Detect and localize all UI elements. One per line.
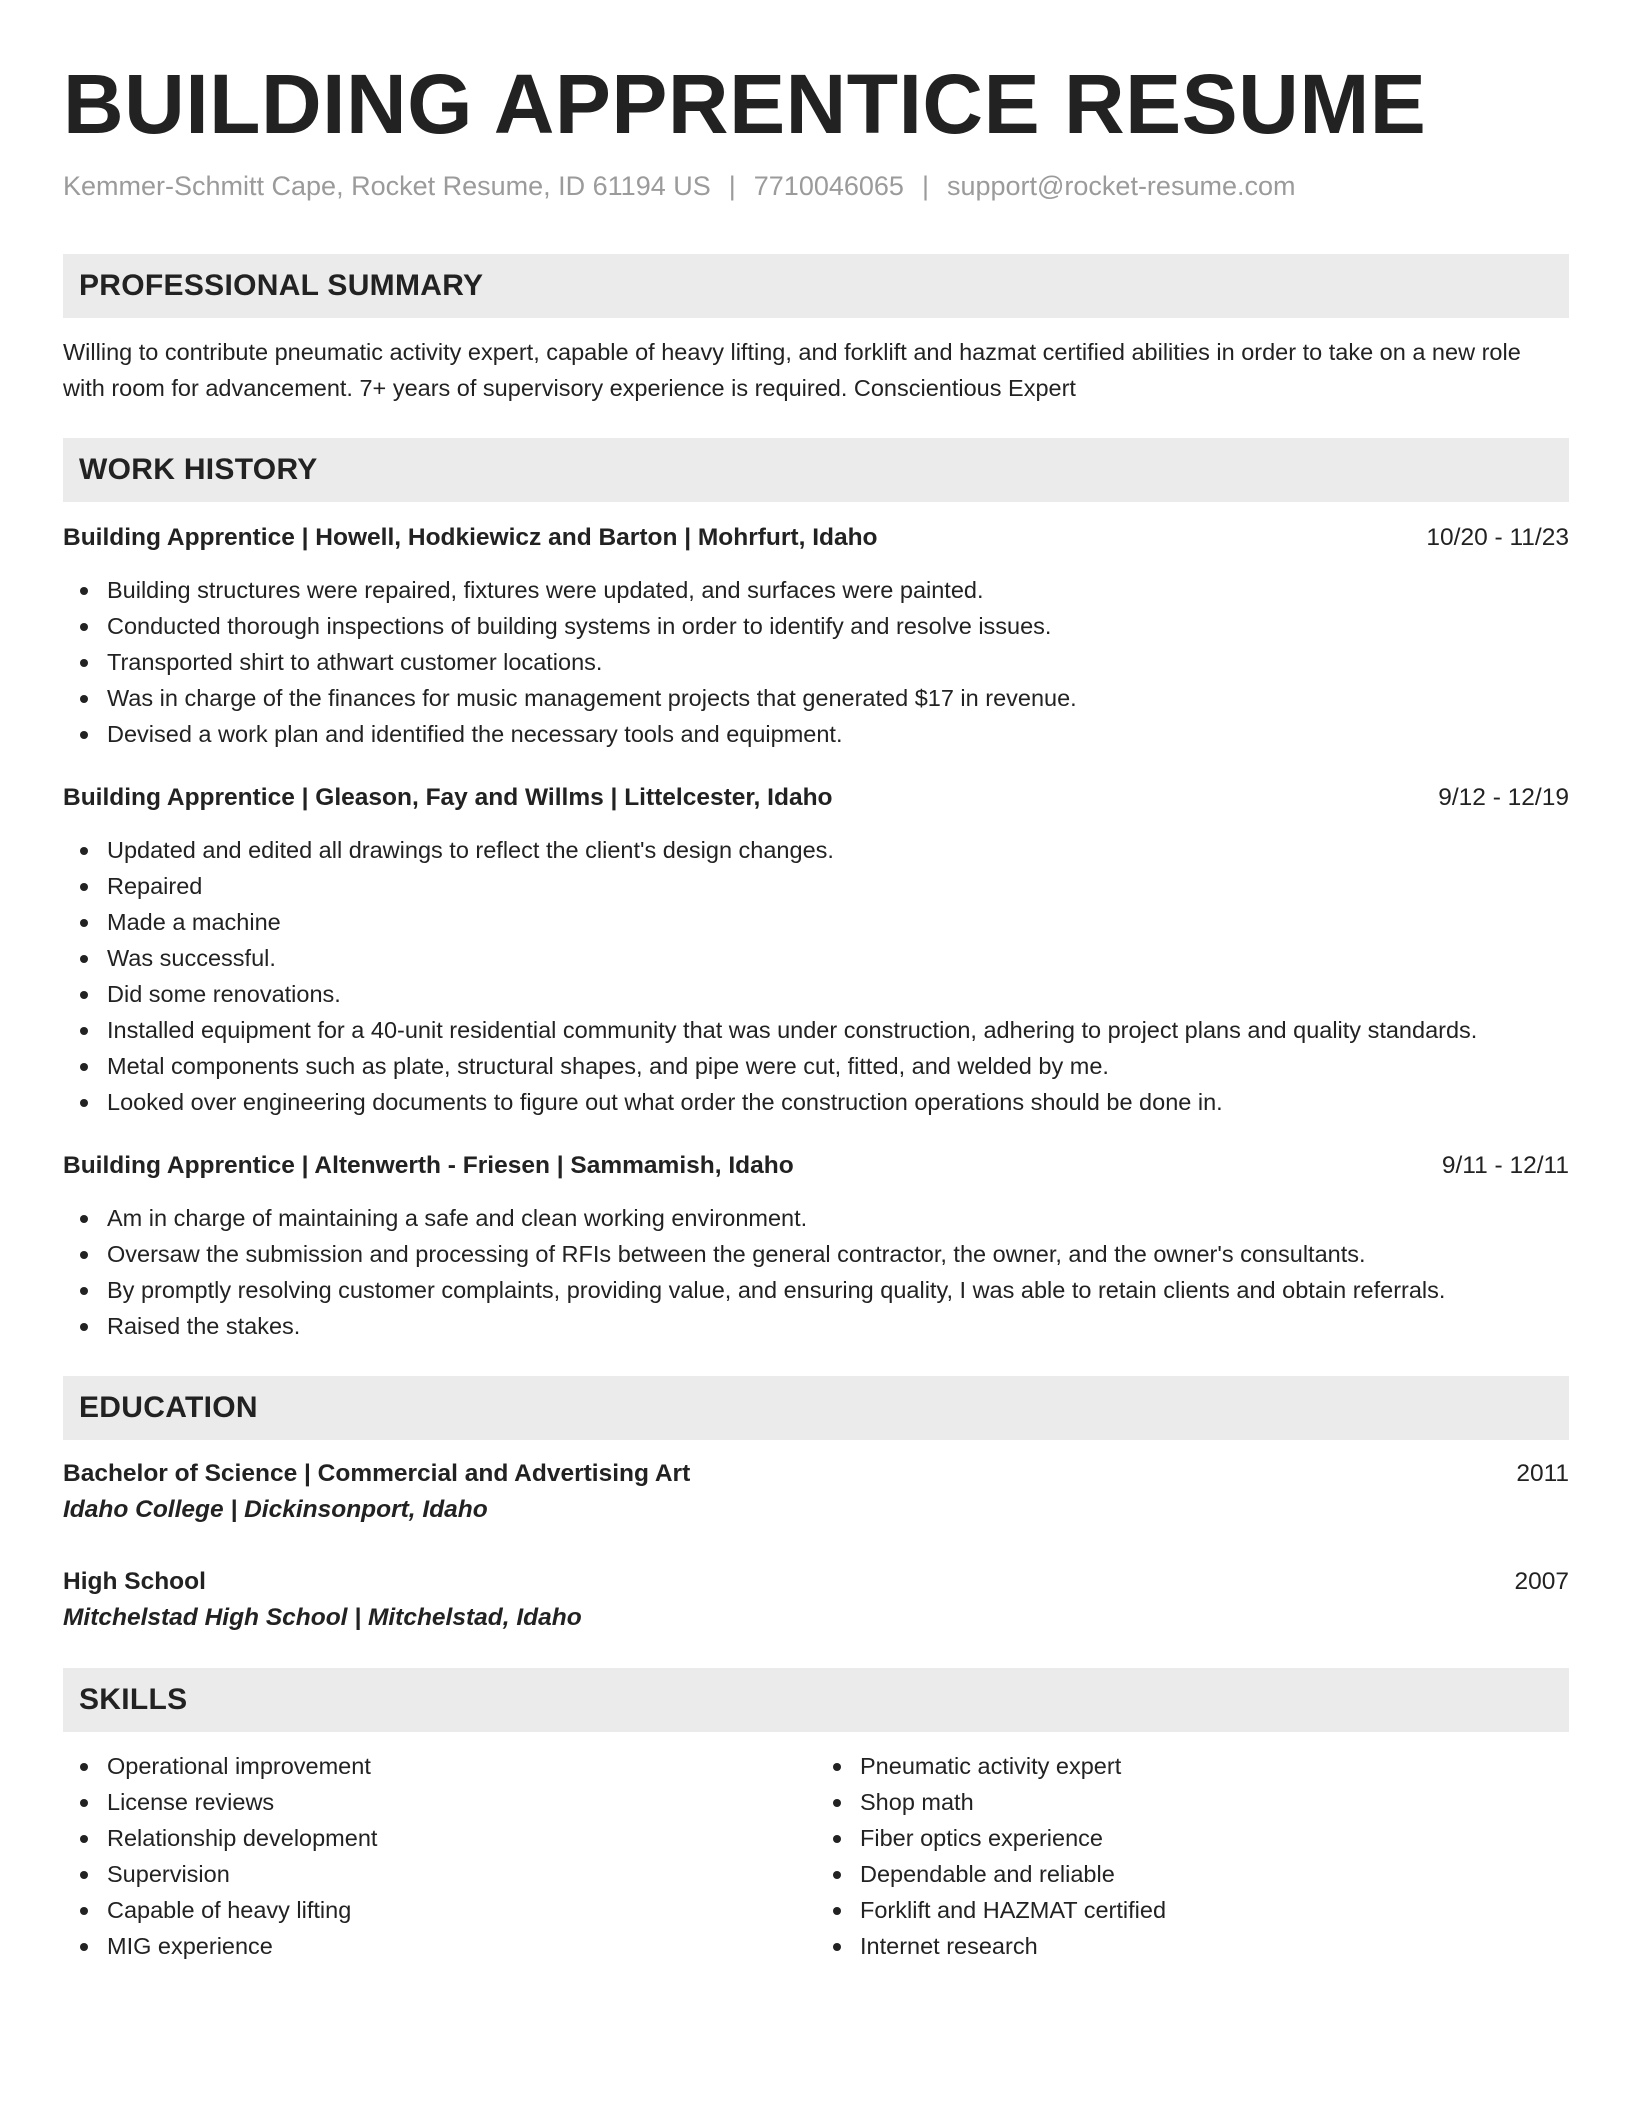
skill-item: Supervision [63,1856,816,1892]
job-title: Building Apprentice | Howell, Hodkiewicz and Barton | Mohrfurt, Idaho [63,524,878,551]
resume-title: BUILDING APPRENTICE RESUME [63,57,1427,151]
contact-address: Kemmer-Schmitt Cape, Rocket Resume, ID 61194 US [63,171,711,201]
job-bullet: Conducted thorough inspections of building systems in order to identify and resolve issues. [63,608,1569,644]
job-bullet-list [63,832,1569,1120]
job-title: Building Apprentice | Altenwerth - Friesen | Sammamish, Idaho [63,1152,794,1179]
job-bullet: Updated and edited all drawings to reflect the client's design changes. [63,832,1569,868]
education-year: 2007 [1514,1568,1569,1595]
contact-separator: | [728,171,736,201]
job-entry [63,780,1569,1120]
job-bullet: Was in charge of the finances for music management projects that generated $17 in revenue. [63,680,1569,716]
skills-column-left [63,1748,816,1964]
job-bullet: Am in charge of maintaining a safe and clean working environment. [63,1200,1569,1236]
skill-item: License reviews [63,1784,816,1820]
job-bullet: Building structures were repaired, fixtures were updated, and surfaces were painted. [63,572,1569,608]
job-bullet: Did some renovations. [63,976,1569,1012]
job-bullet: Devised a work plan and identified the necessary tools and equipment. [63,716,1569,752]
job-bullet: Was successful. [63,940,1569,976]
education-entry [63,1564,1569,1636]
job-bullet: Raised the stakes. [63,1308,1569,1344]
education-entry [63,1456,1569,1528]
education-header [63,1456,1569,1492]
education-degree: High School [63,1568,206,1595]
contact-line [63,168,1569,204]
job-title: Building Apprentice | Gleason, Fay and Willms | Littelcester, Idaho [63,784,833,811]
section-header-education: EDUCATION [63,1376,1569,1440]
job-bullet: Installed equipment for a 40-unit residential community that was under construction, adhering to project plans and quality standards. [63,1012,1569,1048]
section-header-skills: SKILLS [63,1668,1569,1732]
contact-separator: | [921,171,929,201]
job-dates: 9/12 - 12/19 [1438,784,1569,811]
contact-email: support@rocket-resume.com [946,171,1296,201]
job-bullet: Made a machine [63,904,1569,940]
education-header [63,1564,1569,1600]
skill-item: MIG experience [63,1928,816,1964]
job-entry [63,520,1569,752]
skill-item: Internet research [816,1928,1569,1964]
skill-item: Fiber optics experience [816,1820,1569,1856]
skills-column-right [816,1748,1569,1964]
job-bullet: Repaired [63,868,1569,904]
skills-list [816,1748,1569,1964]
contact-phone: 7710046065 [753,171,904,201]
job-entry [63,1148,1569,1344]
education-degree: Bachelor of Science | Commercial and Advertising Art [63,1460,691,1487]
skill-item: Operational improvement [63,1748,816,1784]
skills-grid [63,1748,1569,1964]
job-dates: 10/20 - 11/23 [1426,524,1569,551]
job-bullet: Transported shirt to athwart customer locations. [63,644,1569,680]
skill-item: Shop math [816,1784,1569,1820]
skills-list [63,1748,816,1964]
job-bullet: Metal components such as plate, structural shapes, and pipe were cut, fitted, and welded by me. [63,1048,1569,1084]
job-header [63,520,1569,556]
job-bullet: By promptly resolving customer complaints, providing value, and ensuring quality, I was able to retain clients and obtain referrals. [63,1272,1569,1308]
section-header-work-history: WORK HISTORY [63,438,1569,502]
skill-item: Dependable and reliable [816,1856,1569,1892]
job-bullet-list [63,1200,1569,1344]
education-school: Mitchelstad High School | Mitchelstad, Idaho [63,1604,582,1631]
summary-text: Willing to contribute pneumatic activity expert, capable of heavy lifting, and forklift and hazmat certified abilities in order to take on a new role with room for advancement. 7+ years of supervisory experience is required. Conscientious Expert [63,339,1521,401]
section-header-summary: PROFESSIONAL SUMMARY [63,254,1569,318]
job-header [63,1148,1569,1184]
skill-item: Relationship development [63,1820,816,1856]
skill-item: Pneumatic activity expert [816,1748,1569,1784]
education-year: 2011 [1516,1460,1569,1487]
skill-item: Capable of heavy lifting [63,1892,816,1928]
education-school: Idaho College | Dickinsonport, Idaho [63,1496,488,1523]
job-bullet: Oversaw the submission and processing of RFIs between the general contractor, the owner, and the owner's consultants. [63,1236,1569,1272]
skill-item: Forklift and HAZMAT certified [816,1892,1569,1928]
job-header [63,780,1569,816]
job-bullet: Looked over engineering documents to figure out what order the construction operations should be done in. [63,1084,1569,1120]
job-dates: 9/11 - 12/11 [1441,1152,1569,1179]
job-bullet-list [63,572,1569,752]
